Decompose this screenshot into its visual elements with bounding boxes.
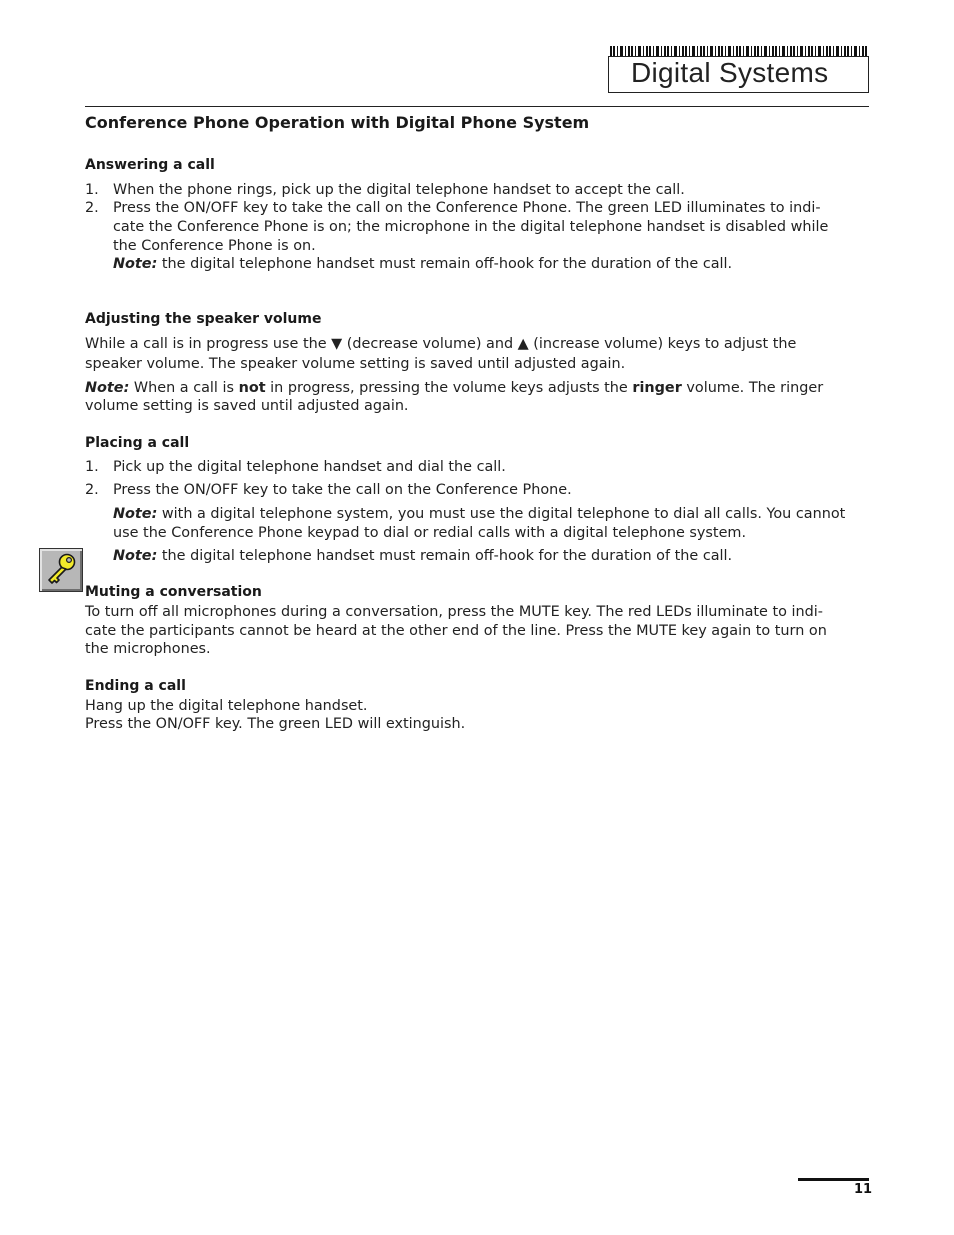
key-icon-graphic <box>40 549 82 591</box>
volume-heading: Adjusting the speaker volume <box>85 311 322 327</box>
key-icon <box>39 548 83 592</box>
volume-paragraph-line2: speaker volume. The speaker volume setting is saved until adjusted again. <box>85 356 626 372</box>
answering-item2-number: 2. <box>85 200 99 216</box>
volume-note-text-c: volume. The ringer <box>681 380 824 396</box>
barcode-icon <box>610 46 868 56</box>
volume-note-line1 <box>85 379 823 397</box>
placing-item1-number: 1. <box>85 459 99 475</box>
placing-note2 <box>113 547 732 565</box>
placing-heading: Placing a call <box>85 435 190 451</box>
placing-note2-text: the digital telephone handset must remain off-hook for the duration of the call. <box>157 548 733 564</box>
muting-heading: Muting a conversation <box>85 584 262 600</box>
answering-item1-number: 1. <box>85 182 99 198</box>
volume-note-ringer: ringer <box>632 380 682 396</box>
note-label: Note: <box>113 548 158 564</box>
placing-note1-line2: use the Conference Phone keypad to dial or redial calls with a digital telephone system. <box>113 525 747 541</box>
muting-line1: To turn off all microphones during a conversation, press the MUTE key. The red LEDs illuminate to indi- <box>85 604 823 620</box>
answering-note <box>113 255 732 273</box>
note-label: Note: <box>85 380 130 396</box>
placing-item1-text: Pick up the digital telephone handset and dial the call. <box>113 459 506 475</box>
ending-heading: Ending a call <box>85 678 186 694</box>
muting-line2: cate the participants cannot be heard at the other end of the line. Press the MUTE key again to turn on <box>85 623 827 639</box>
brand-box <box>608 56 869 93</box>
answering-heading: Answering a call <box>85 157 215 173</box>
volume-note-text-a: When a call is <box>129 380 239 396</box>
muting-line3: the microphones. <box>85 641 211 657</box>
volume-paragraph-line1: While a call is in progress use the ▼ (decrease volume) and ▲ (increase volume) keys to adjust the <box>85 336 797 352</box>
answering-note-text: the digital telephone handset must remain off-hook for the duration of the call. <box>157 256 733 272</box>
ending-line1: Hang up the digital telephone handset. <box>85 698 368 714</box>
answering-item1-text: When the phone rings, pick up the digital telephone handset to accept the call. <box>113 182 685 198</box>
volume-note-text-b: in progress, pressing the volume keys adjusts the <box>265 380 633 396</box>
placing-item2-number: 2. <box>85 482 99 498</box>
note-label: Note: <box>113 256 158 272</box>
volume-note-not: not <box>238 380 266 396</box>
header-rule <box>85 106 869 107</box>
placing-note1-text: with a digital telephone system, you must use the digital telephone to dial all calls. You cannot <box>157 506 846 522</box>
page-title: Conference Phone Operation with Digital Phone System <box>85 113 590 132</box>
ending-line2: Press the ON/OFF key. The green LED will extinguish. <box>85 716 466 732</box>
answering-item2-line2: cate the Conference Phone is on; the microphone in the digital telephone handset is disabled while <box>113 219 829 235</box>
volume-note-line2: volume setting is saved until adjusted again. <box>85 398 409 414</box>
placing-note1-line1 <box>113 505 845 523</box>
page-number: 11 <box>854 1182 873 1197</box>
page-number-rule <box>798 1178 869 1181</box>
answering-item2-line1: Press the ON/OFF key to take the call on the Conference Phone. The green LED illuminates to indi- <box>113 200 821 216</box>
answering-item2-line3: the Conference Phone is on. <box>113 238 316 254</box>
brand-title: Digital Systems <box>631 57 829 88</box>
note-label: Note: <box>113 506 158 522</box>
placing-item2-text: Press the ON/OFF key to take the call on the Conference Phone. <box>113 482 572 498</box>
